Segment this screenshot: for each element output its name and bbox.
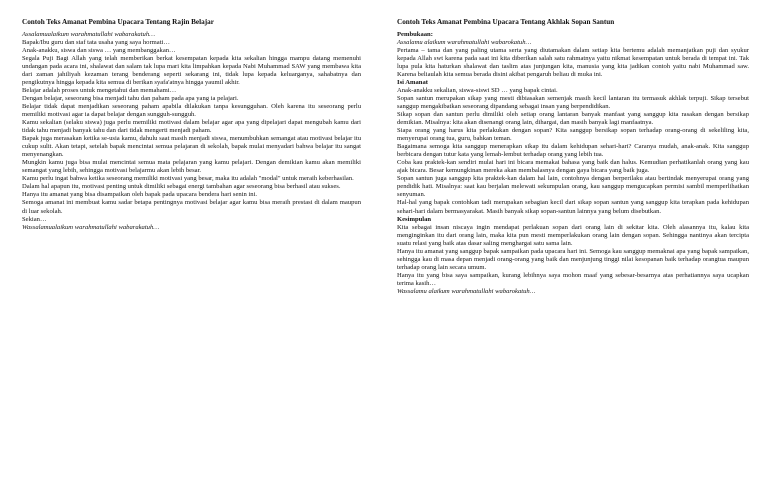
left-paragraph: Sekian… [22, 215, 47, 223]
right-paragraph: Sopan santun juga sanggup kita praktek-kan dalam hal lain, contohnya dengan berperilaku atau bertindak menyerupai orang yang pendidik hati. Misalnya: saat kau berjalan melewati sekumpulan orang, kau sanggup mengucapkan permisi sambil memperlihatkan senyuman. [397, 175, 749, 199]
left-paragraph: Belajar tidak dapat menjadikan seseorang paham apabila dilakukan tanpa kesungguhan. Oleh karena itu seseorang perlu memiliki motivasi agar ia dapat belajar dengan sungguh-sungguh. [22, 102, 361, 118]
right-paragraph: Sikap sopan dan santun perlu dimiliki oleh setiap orang lantaran banyak manfaat yang sanggup kita rasakan dengan bersikap demikian. Misalnya: kita akan disenangi orang lain, dihargai, dan masih banyak lagi manfaatnya. [397, 110, 749, 127]
right-body [397, 31, 749, 297]
left-paragraph: Semoga amanat ini membuat kamu sadar betapa pentingnya motivasi belajar agar kamu bisa meraih prestasi di dalam maupun di luar sekolah. [22, 199, 361, 215]
right-paragraph: Sopan santun merupakan sikap yang mesti dibiasakan semenjak masih kecil lantaran itu termasuk akhlak terpuji. Sikap tersebut sanggup mengakibatkan seseorang dipandang sebagai insan yang berpendidikan. [397, 94, 749, 110]
right-paragraph: Siapa orang yang harus kita perlakukan dengan sopan? Kita sanggup bersikap sopan terhadap orang-orang di sekeliling kita, menyerupai orang tua, guru, bahkan teman. [397, 127, 749, 143]
right-paragraph: Hanya itu yang bisa saya sampaikan, kurang lebihnya saya mohon maaf yang sebesar-besarnya atas perhatiannya saya ucapkan terima kasih… [397, 271, 749, 287]
right-paragraph: Kita sebagai insan niscaya ingin mendapat perlakuan sopan dari orang lain di sekitar kita. Oleh alasannya itu, kalau kita menginginkan itu dari orang lain, maka kita pun mesti memperlakukan orang lain dengan sopan. Sehingga nantinya akan tercipta suatu relasi yang baik atas dasar saling menghargai satu sama lain. [397, 223, 749, 247]
right-subheading: Pembukaan: [397, 30, 433, 38]
left-paragraph: Assalamualaikum warahmatullahi wabarakatuh… [22, 30, 155, 38]
left-paragraph: Wassalamualaikum warahmatullahi wabarakatuh… [22, 223, 160, 231]
left-paragraph: Belajar adalah proses untuk mengetahui dan memahami… [22, 86, 177, 94]
right-paragraph: Assalamu alaikum warahmatullahi wabarokatuh… [397, 38, 532, 46]
right-subheading: Isi Amanat [397, 78, 428, 86]
right-paragraph: Wassalamu alaikum warahmatullahi wabarokatuh… [397, 288, 536, 295]
left-body [22, 31, 361, 232]
right-column [397, 18, 749, 296]
right-paragraph: Coba kau praktek-kan sendiri mulai hari ini bicara memakai bahasa yang baik dan halus. Kemudian perhatikanlah orang yang kau ajak bicara. Besar kemungkinan mereka akan membalasnya dengan gaya bicara yang baik juga. [397, 159, 749, 175]
right-paragraph: Hal-hal yang bapak contohkan tadi merupakan sebagian kecil dari sikap sopan santun yang sanggup kita terapkan pada kehidupan sehari-hari dalam bermasyarakat. Masih banyak sikap sopan-santun lainnya yang belum disebutkan. [397, 199, 749, 215]
left-paragraph: Kamu perlu ingat bahwa ketika seseorang memiliki motivasi yang besar, maka itu adalah "modal" untuk meraih keberhasilan. [22, 175, 354, 183]
left-column [22, 18, 361, 232]
left-paragraph: Segala Puji Bagi Allah yang telah memberikan berkat kesempatan kepada kita sekalian hingga mampu datang memenuhi undangan pada acara ini, shalawat dan salam tak lupa mari kita limpahkan kepada Nabi Muhammad SAW yang membawa kita dari zaman jahiliyah kezaman terang benderang seperti sekarang ini, tidak lupa kepada keluarganya, sahabatnya dan pengikutnya hingga kepada kita semua di berikan syafa'atnya hingga yaumil akhir. [22, 54, 361, 86]
right-paragraph: Bagaimana semoga kita sanggup menerapkan sikap itu dalam kehidupan sehari-hari? Caranya mudah, anak-anak. Kita sanggup berbicara dengan tutur kata yang lemah-lembut terhadap orang yang lebih tua. [397, 143, 749, 159]
left-paragraph: Hanya itu amanat yang bisa disampaikan oleh bapak pada upacara bendera hari senin ini. [22, 191, 258, 199]
left-title: Contoh Teks Amanat Pembina Upacara Tentang Rajin Belajar [22, 18, 214, 26]
left-paragraph: Anak-anakku, siswa dan siswa … yang membanggakan… [22, 46, 176, 54]
right-paragraph: Pertama – tama dan yang paling utama serta yang diutamakan dalam setiap kita bertemu adalah memanjatkan puji dan syukur kepada Allah swt karena pada saat ini kita diberikan salah satu rahmatnya yaitu nikmat kesempatan untuk berada di tempat ini. Tak lupa pula kita haturkan shalawat dan taslim atas junjungan kita, manusia yang kita jadikan contoh yaitu nabi Muhammad saw. Karena beliaulah kita semua berada disini akibat pengaruh beliau di muka ini. [397, 46, 749, 78]
right-paragraph: Hanya itu amanat yang sanggup bapak sampaikan pada upacara hari ini. Semoga kau sanggup memaknai apa yang bapak sampaikan, sehingga kau di masa depan menjadi orang-orang yang baik dan menjunjung tinggi nilai kesopanan baik terhadap orangtua maupun terhadap orang lain secara umum. [397, 247, 749, 271]
left-paragraph: Bapak/Ibu guru dan staf tata usaha yang saya hormati… [22, 38, 170, 46]
left-paragraph: Dalam hal apapun itu, motivasi penting untuk dimiliki sebagai energi tambahan agar seseorang bisa berhasil atau sukses. [22, 183, 341, 191]
right-title: Contoh Teks Amanat Pembina Upacara Tentang Akhlak Sopan Santun [397, 18, 615, 26]
left-paragraph: Mungkin kamu juga bisa mulai mencintai semua mata pelajaran yang kamu pelajari. Dengan demikian kamu akan memiliki semangat yang lebih, sehingga motivasi belajarmu akan lebih besar. [22, 159, 361, 175]
right-subheading: Kesimpulan [397, 215, 432, 223]
left-paragraph: Dengan belajar, seseorang bisa menjadi tahu dan paham pada apa yang ia pelajari. [22, 94, 239, 102]
right-paragraph: Anak-anakku sekalian, siswa-siswi SD … yang bapak cintai. [397, 86, 558, 94]
left-paragraph: Bapak juga merasakan ketika se-usia kamu, dahulu saat masih menjadi siswa, menumbuhkan semangat atau motivasi belajar itu cukup sulit. Akan tetapi, setelah bapak mencintai semua pelajaran di sekolah, bapak mulai menyadari bahwa belajar itu sangat menyenangkan. [22, 135, 361, 159]
left-paragraph: Kamu sekalian (selaku siswa) juga perlu memiliki motivasi dalam belajar agar apa yang dipelajari dapat mengubah kamu dari tidak tahu menjadi banyak tahu dan dari tidak mengerti menjadi paham. [22, 119, 361, 135]
